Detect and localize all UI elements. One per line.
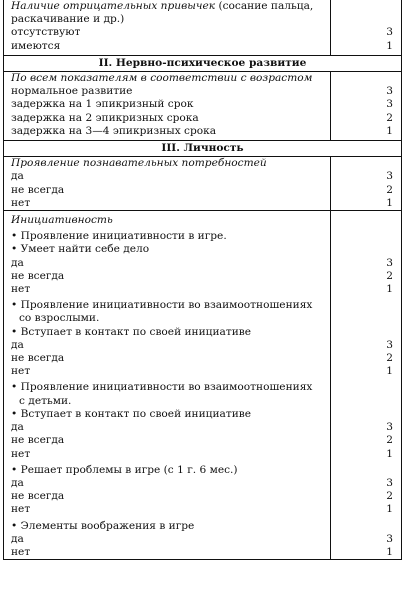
table-row bbox=[4, 112, 402, 125]
section-2-subtitle-row bbox=[4, 72, 402, 86]
table-row bbox=[4, 477, 402, 490]
item-score: 3 bbox=[331, 98, 402, 111]
table-row bbox=[4, 125, 402, 138]
bullet-row bbox=[4, 520, 402, 533]
item-label: задержка на 1 эпикризный срок bbox=[4, 98, 331, 111]
table-row bbox=[4, 490, 402, 503]
bullet-row bbox=[4, 381, 402, 394]
item-label: да bbox=[4, 477, 331, 490]
item-score: 3 bbox=[331, 85, 402, 98]
table-row bbox=[4, 434, 402, 447]
item-score: 2 bbox=[331, 352, 402, 365]
adults-initiative-bullet: • Проявление инициативности во взаимоотношениях bbox=[4, 299, 331, 312]
children-initiative-bullet: • Проявление инициативности во взаимоотношениях bbox=[4, 381, 331, 394]
item-label: имеются bbox=[4, 40, 331, 53]
item-label: нет bbox=[4, 283, 331, 296]
item-score: 2 bbox=[331, 184, 402, 197]
table-row bbox=[4, 26, 402, 39]
item-score: 1 bbox=[331, 40, 402, 53]
item-label: не всегда bbox=[4, 184, 331, 197]
item-score: 3 bbox=[331, 170, 402, 183]
item-label: не всегда bbox=[4, 270, 331, 283]
bullet-row bbox=[4, 408, 402, 421]
table-row bbox=[4, 170, 402, 183]
habits-title-line2: раскачивание и др.) bbox=[4, 13, 331, 26]
item-label: не всегда bbox=[4, 352, 331, 365]
table-row bbox=[4, 365, 402, 378]
item-score: 2 bbox=[331, 490, 402, 503]
habits-title-italic: Наличие отрицательных привычек bbox=[11, 0, 216, 12]
item-label: не всегда bbox=[4, 490, 331, 503]
table-row bbox=[4, 546, 402, 560]
table-row bbox=[4, 40, 402, 53]
bullet-row bbox=[4, 395, 402, 408]
bullet-row bbox=[4, 326, 402, 339]
table-row bbox=[4, 503, 402, 516]
item-score: 3 bbox=[331, 257, 402, 270]
adults-initiative-bullet-cont: со взрослыми. bbox=[4, 312, 331, 325]
children-contact-bullet: • Вступает в контакт по своей инициативе bbox=[4, 408, 331, 421]
table-row bbox=[4, 184, 402, 197]
habits-title-row-2 bbox=[4, 13, 402, 26]
item-label: не всегда bbox=[4, 434, 331, 447]
initiative-title: Инициативность bbox=[4, 214, 331, 227]
cognitive-title-row bbox=[4, 157, 402, 171]
item-label: нет bbox=[4, 448, 331, 461]
table-row bbox=[4, 533, 402, 546]
initiative-title-row bbox=[4, 214, 402, 227]
section-3-title: III. Личность bbox=[4, 141, 402, 157]
item-label: нет bbox=[4, 365, 331, 378]
table-row bbox=[4, 270, 402, 283]
item-score: 3 bbox=[331, 533, 402, 546]
bullet-row bbox=[4, 230, 402, 243]
game-initiative-bullet: • Проявление инициативности в игре. bbox=[4, 230, 331, 243]
item-label: да bbox=[4, 257, 331, 270]
table-row bbox=[4, 352, 402, 365]
item-label: задержка на 3—4 эпикризных срока bbox=[4, 125, 331, 138]
section-2-subtitle: По всем показателям в соответствии с возрастом bbox=[4, 72, 331, 86]
item-label: нет bbox=[4, 503, 331, 516]
item-label: да bbox=[4, 339, 331, 352]
item-label: задержка на 2 эпикризных срока bbox=[4, 112, 331, 125]
item-score: 2 bbox=[331, 434, 402, 447]
item-score: 2 bbox=[331, 112, 402, 125]
item-score: 1 bbox=[331, 448, 402, 461]
section-2-title: II. Нервно-психическое развитие bbox=[4, 55, 402, 71]
table-row bbox=[4, 85, 402, 98]
habits-title-rest: (сосание пальца, bbox=[215, 0, 314, 12]
find-activity-bullet: • Умеет найти себе дело bbox=[4, 243, 331, 256]
table-row bbox=[4, 448, 402, 461]
cognitive-title: Проявление познавательных потребностей bbox=[4, 157, 331, 171]
item-score: 3 bbox=[331, 339, 402, 352]
bullet-row bbox=[4, 299, 402, 312]
item-score: 1 bbox=[331, 283, 402, 296]
section-header bbox=[4, 55, 402, 71]
table-row bbox=[4, 197, 402, 211]
item-label: да bbox=[4, 533, 331, 546]
habits-title-row bbox=[4, 0, 402, 13]
item-label: нет bbox=[4, 197, 331, 211]
bullet-row bbox=[4, 243, 402, 256]
item-score: 2 bbox=[331, 270, 402, 283]
item-label: нормальное развитие bbox=[4, 85, 331, 98]
item-score: 3 bbox=[331, 421, 402, 434]
item-score: 1 bbox=[331, 125, 402, 138]
section-header bbox=[4, 141, 402, 157]
item-score: 1 bbox=[331, 365, 402, 378]
bullet-row bbox=[4, 464, 402, 477]
table-row bbox=[4, 283, 402, 296]
item-label: да bbox=[4, 421, 331, 434]
item-score: 1 bbox=[331, 546, 402, 560]
imagination-bullet: • Элементы воображения в игре bbox=[4, 520, 331, 533]
item-score: 3 bbox=[331, 477, 402, 490]
item-label: да bbox=[4, 170, 331, 183]
item-label: нет bbox=[4, 546, 331, 560]
assessment-table bbox=[3, 0, 402, 560]
table-row bbox=[4, 339, 402, 352]
item-score: 3 bbox=[331, 26, 402, 39]
item-score: 1 bbox=[331, 197, 402, 211]
table-row bbox=[4, 98, 402, 111]
adults-contact-bullet: • Вступает в контакт по своей инициативе bbox=[4, 326, 331, 339]
table-row bbox=[4, 257, 402, 270]
table-row bbox=[4, 421, 402, 434]
children-initiative-bullet-cont: с детьми. bbox=[4, 395, 331, 408]
item-score: 1 bbox=[331, 503, 402, 516]
item-label: отсутствуют bbox=[4, 26, 331, 39]
bullet-row bbox=[4, 312, 402, 325]
problems-bullet: • Решает проблемы в игре (с 1 г. 6 мес.) bbox=[4, 464, 331, 477]
